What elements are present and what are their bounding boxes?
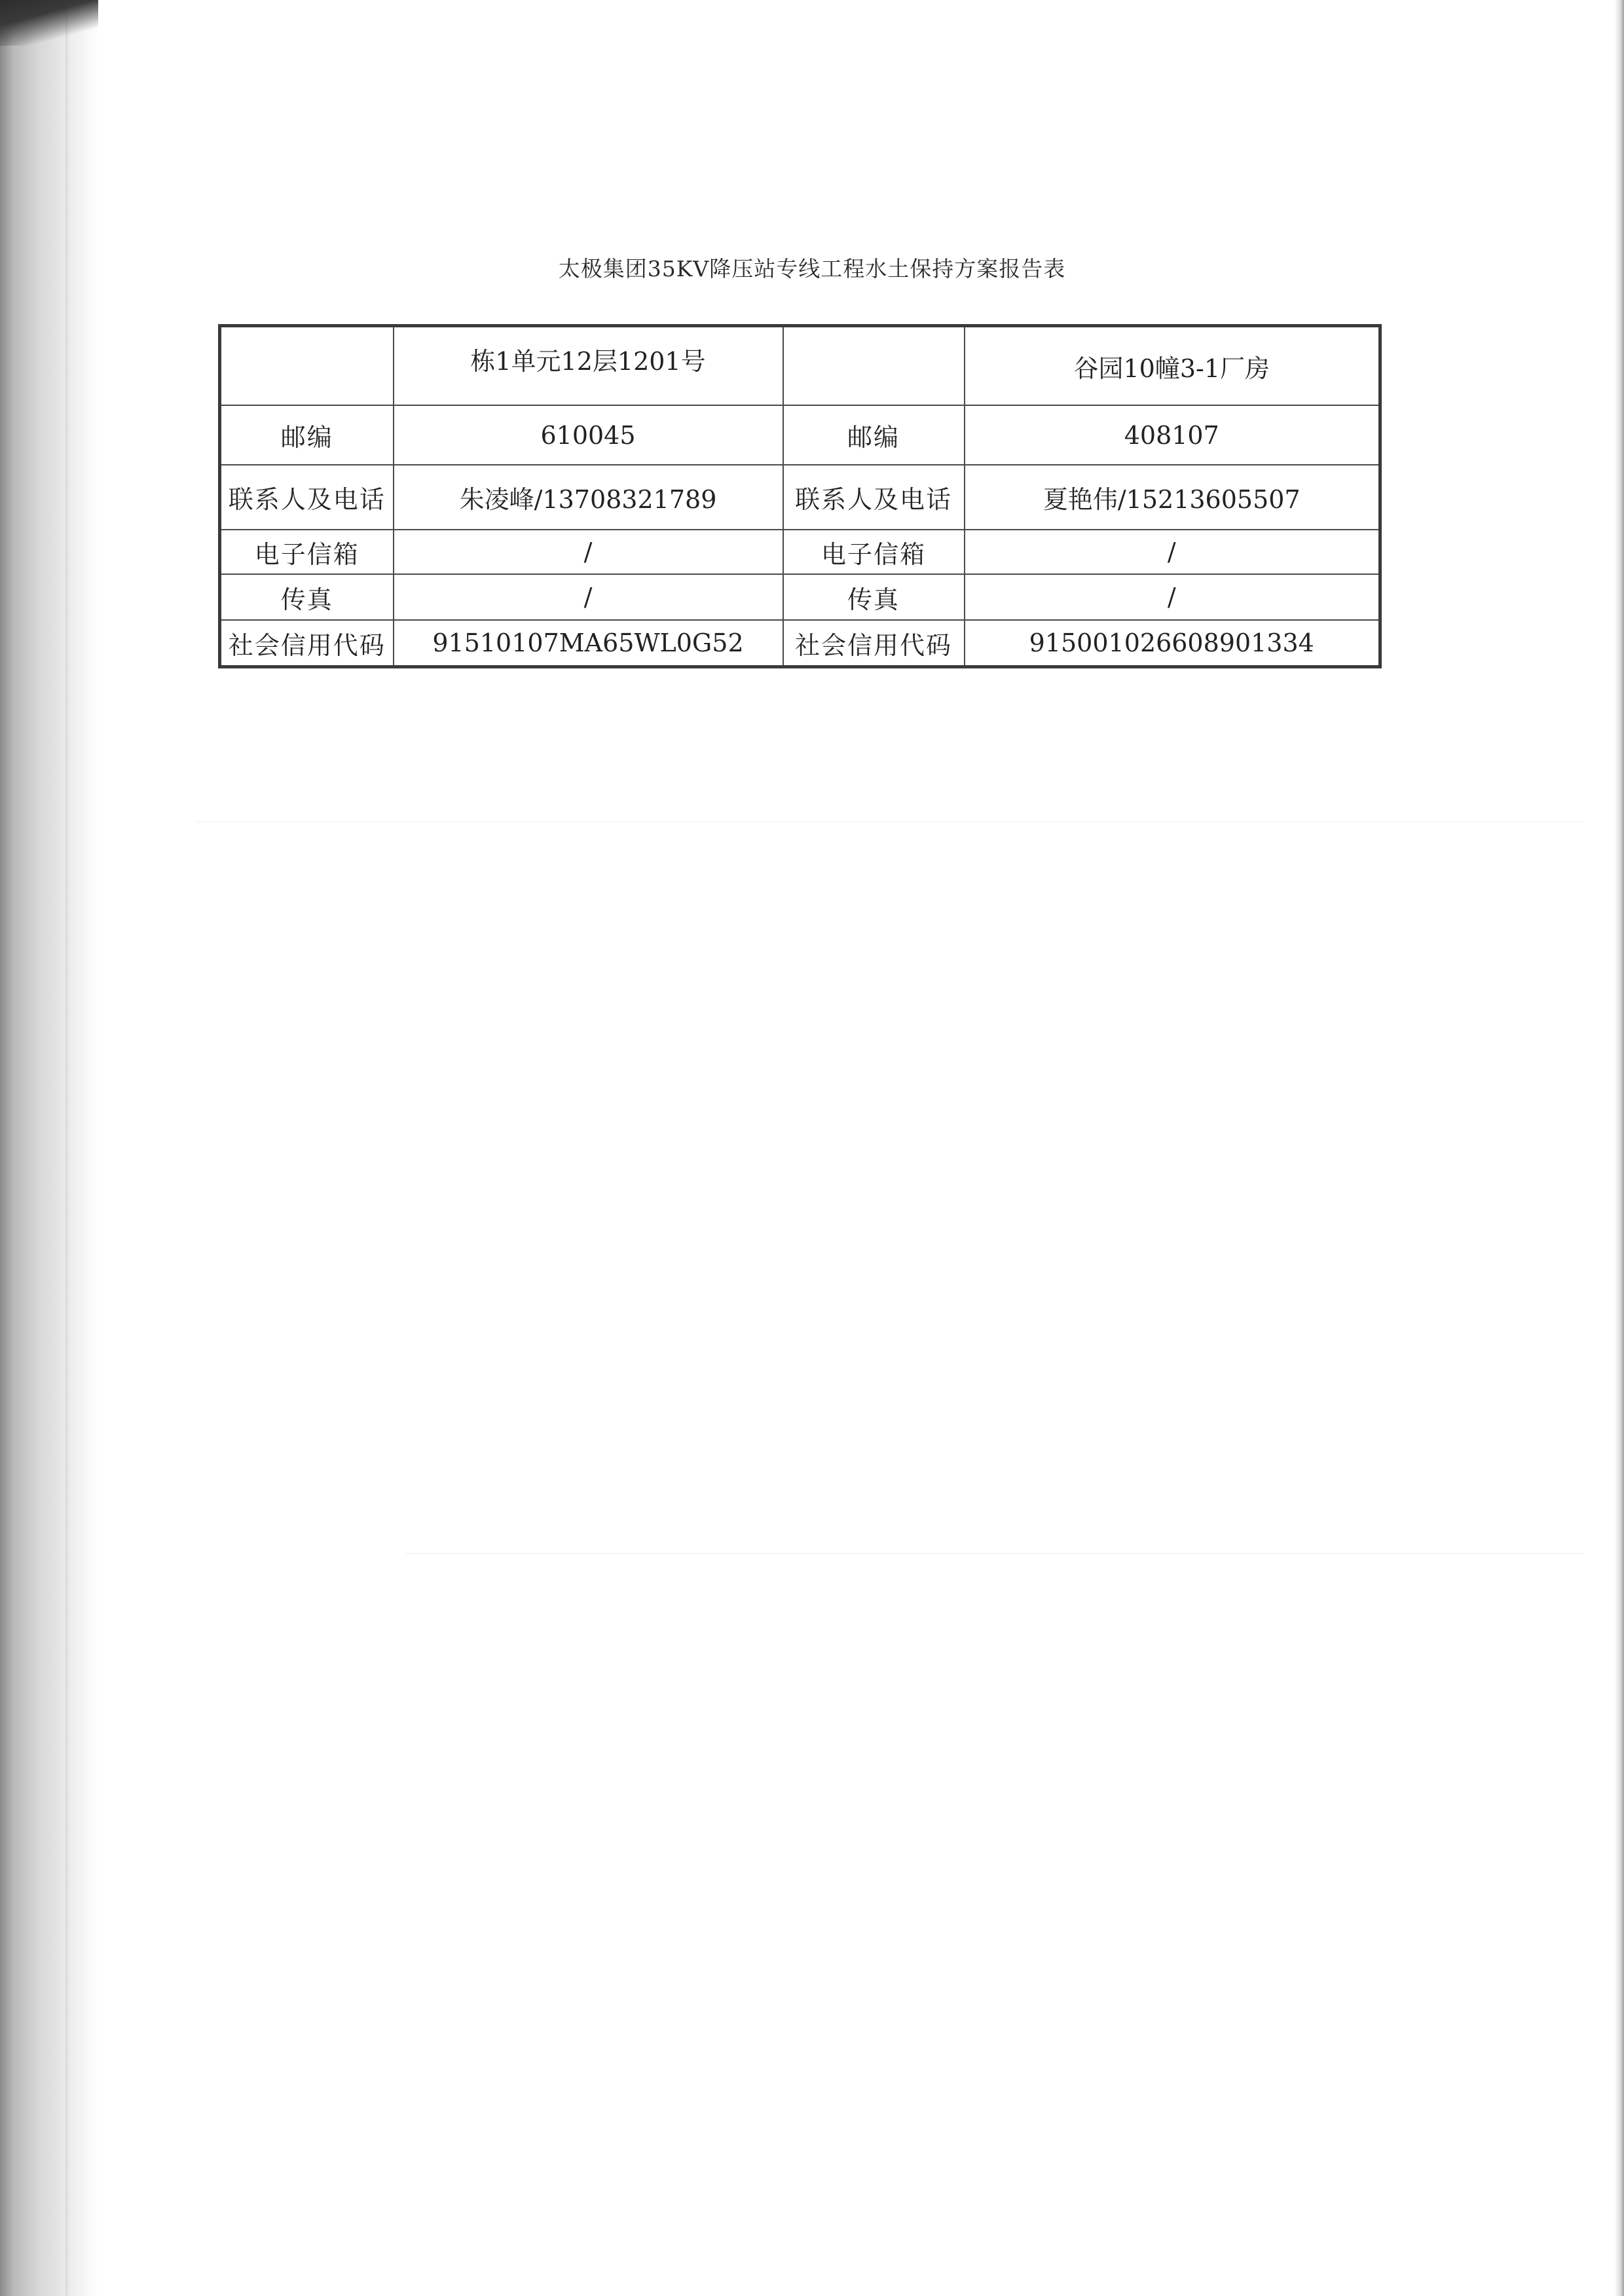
binding-shadow	[0, 0, 98, 2296]
cell-postcode-right: 408107	[965, 405, 1380, 465]
cell-credit-code-right: 915001026608901334	[965, 620, 1380, 667]
cell-label-contact: 联系人及电话	[220, 465, 394, 530]
cell-fax-right: /	[965, 574, 1380, 620]
faint-scan-line	[406, 1553, 1585, 1554]
scan-corner-shadow	[0, 0, 98, 46]
cell-contact-left: 朱凌峰/13708321789	[394, 465, 783, 530]
cell-address-right: 谷园10幢3-1厂房	[965, 326, 1380, 406]
cell-label-fax: 传真	[220, 574, 394, 620]
cell-contact-right: 夏艳伟/15213605507	[965, 465, 1380, 530]
cell-postcode-left: 610045	[394, 405, 783, 465]
cell-credit-code-left: 91510107MA65WL0G52	[394, 620, 783, 667]
cell-label-credit-code: 社会信用代码	[220, 620, 394, 667]
cell-label-contact: 联系人及电话	[783, 465, 965, 530]
table-row-contact	[220, 465, 1380, 530]
binding-edge	[65, 0, 69, 2296]
cell-label	[220, 326, 394, 406]
table-row-fax	[220, 574, 1380, 620]
cell-label-fax: 传真	[783, 574, 965, 620]
cell-email-right: /	[965, 530, 1380, 574]
cell-address-left: 栋1单元12层1201号	[394, 326, 783, 406]
page-right-edge	[1615, 0, 1624, 2296]
table-row-email	[220, 530, 1380, 574]
cell-fax-left: /	[394, 574, 783, 620]
document-title: 太极集团35KV降压站专线工程水土保持方案报告表	[558, 256, 1066, 282]
cell-label-credit-code: 社会信用代码	[783, 620, 965, 667]
cell-email-left: /	[394, 530, 783, 574]
cell-label-email: 电子信箱	[783, 530, 965, 574]
table-row-postcode	[220, 405, 1380, 465]
cell-label	[783, 326, 965, 406]
table-row-address	[220, 326, 1380, 406]
cell-label-email: 电子信箱	[220, 530, 394, 574]
contact-info-table	[218, 324, 1382, 668]
cell-label-postcode: 邮编	[783, 405, 965, 465]
table-row-credit-code	[220, 620, 1380, 667]
cell-label-postcode: 邮编	[220, 405, 394, 465]
